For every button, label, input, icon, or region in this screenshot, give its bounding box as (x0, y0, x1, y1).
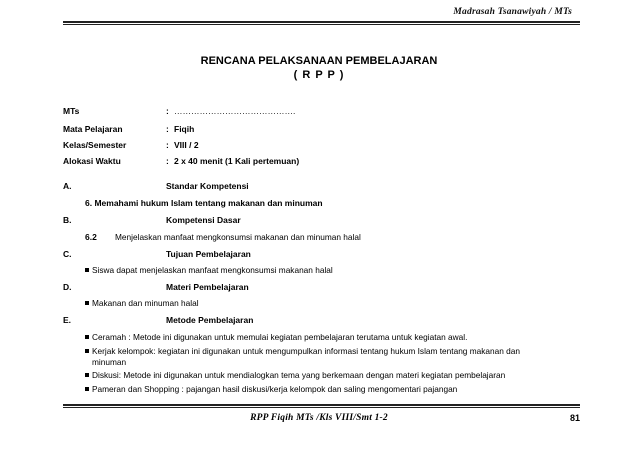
page-number: 81 (569, 413, 580, 423)
list-item: Kerjak kelompok: kegiatan ini digunakan untuk mengumpulkan informasi tentang hukum Islam tentang makanan dan (85, 346, 520, 356)
identity-value-class: VIII / 2 (174, 140, 199, 150)
list-item-continuation: minuman (92, 357, 127, 367)
bullet-icon (85, 268, 89, 272)
identity-sep-subject: : (166, 124, 169, 134)
list-item: Siswa dapat menjelaskan manfaat mengkonsumsi makanan halal (85, 265, 333, 275)
section-d-title: Materi Pembelajaran (166, 282, 249, 292)
bullet-icon (85, 387, 89, 391)
bullet-icon (85, 373, 89, 377)
page-title: RENCANA PELAKSANAAN PEMBELAJARAN (200, 55, 438, 67)
bullet-icon (85, 301, 89, 305)
section-b-text: Menjelaskan manfaat mengkonsumsi makanan dan minuman halal (115, 232, 361, 242)
section-d-key: D. (63, 282, 72, 292)
footer-document-title: RPP Fiqih MTs /Kls VIII/Smt 1-2 (250, 413, 388, 423)
section-e-title: Metode Pembelajaran (166, 315, 254, 325)
list-item: Ceramah : Metode ini digunakan untuk memulai kegiatan pembelajaran terutama untuk kegiatan awal. (85, 332, 467, 342)
list-item: Makanan dan minuman halal (85, 298, 199, 308)
list-item: Diskusi: Metode ini digunakan untuk mendialogkan tema yang berkemaan dengan materi kegiatan pembelajaran (85, 370, 505, 380)
identity-label-subject: Mata Pelajaran (63, 124, 123, 134)
section-c-key: C. (63, 249, 72, 259)
section-e-key: E. (63, 315, 72, 325)
identity-label-mts: MTs (63, 106, 80, 116)
section-b-number: 6.2 (85, 232, 97, 242)
identity-label-time: Alokasi Waktu (63, 156, 121, 166)
footer-rule (63, 404, 580, 406)
section-a-key: A. (63, 181, 72, 191)
page-subtitle: ( R P P ) (293, 69, 345, 81)
bullet-icon (85, 349, 89, 353)
header-rule (63, 21, 580, 23)
list-item: Pameran dan Shopping : pajangan hasil diskusi/kerja kelompok dan saling mengomentari pajangan (85, 384, 457, 394)
bullet-icon (85, 335, 89, 339)
identity-sep-class: : (166, 140, 169, 150)
identity-label-class: Kelas/Semester (63, 140, 127, 150)
identity-value-mts: ……………………………………. (174, 106, 296, 116)
identity-value-time: 2 x 40 menit (1 Kali pertemuan) (174, 156, 300, 166)
section-b-title: Kompetensi Dasar (166, 215, 241, 225)
header-rule-thin (63, 24, 580, 25)
section-a-text: 6. Memahami hukum Islam tentang makanan dan minuman (85, 198, 323, 208)
identity-value-subject: Fiqih (174, 124, 195, 134)
footer-rule-thin (63, 407, 580, 408)
section-a-title: Standar Kompetensi (166, 181, 249, 191)
identity-sep-time: : (166, 156, 169, 166)
identity-sep-mts: : (166, 106, 169, 116)
section-c-title: Tujuan Pembelajaran (166, 249, 251, 259)
header-school-name: Madrasah Tsanawiyah / MTs (453, 7, 572, 17)
section-b-key: B. (63, 215, 72, 225)
